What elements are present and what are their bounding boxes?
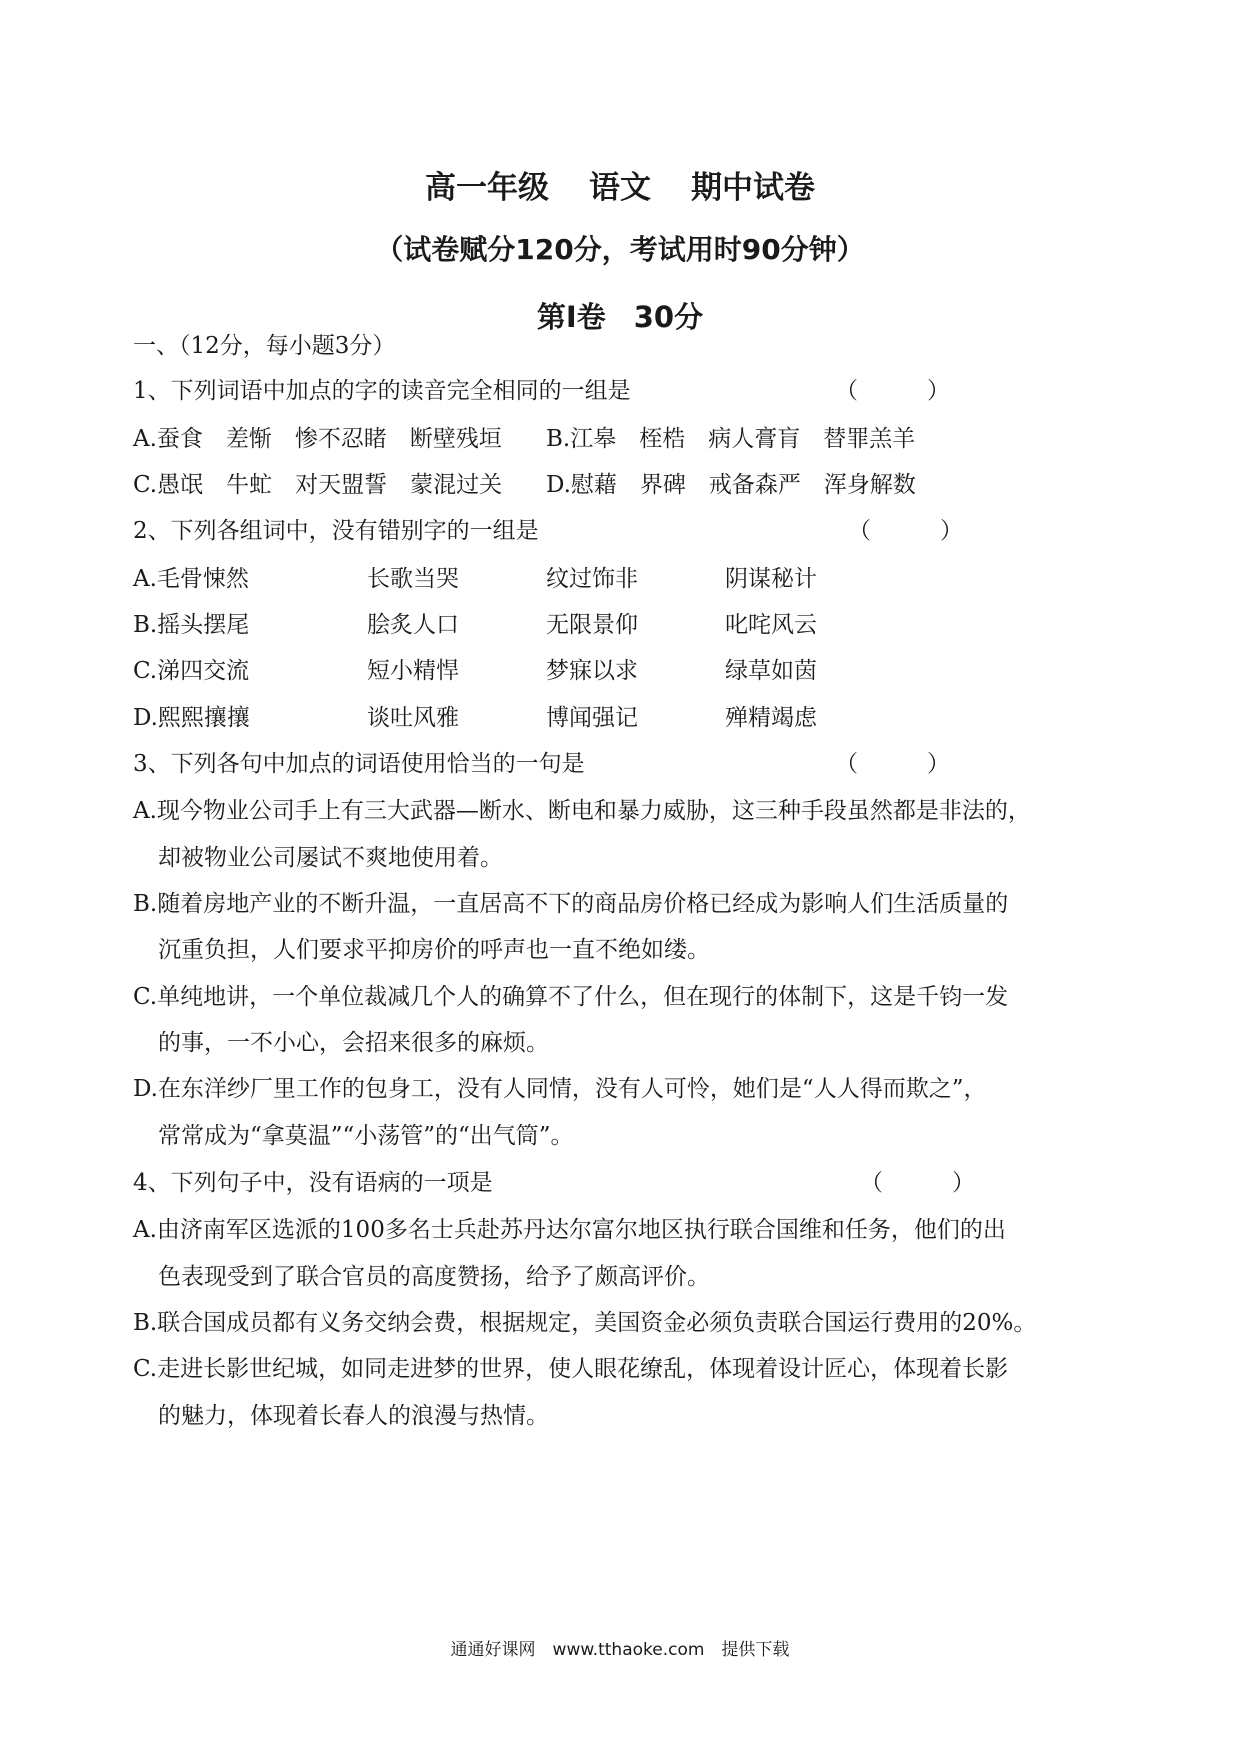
title-exam: 期中试卷 — [691, 170, 815, 206]
q3-option-a-line2: 却被物业公司屡试不爽地使用着。 — [158, 845, 503, 871]
q2-c-word-2: 短小精悍 — [367, 658, 459, 684]
q3-stem: 3、下列各句中加点的词语使用恰当的一句是 — [133, 751, 585, 777]
q3-option-c-line1: C.单纯地讲，一个单位裁减几个人的确算不了什么，但在现行的体制下，这是千钧一发 — [133, 984, 1009, 1010]
title-subject: 语文 — [589, 170, 651, 206]
q2-d-word-3: 博闻强记 — [546, 705, 638, 731]
q2-d-word-1: D.熙熙攘攘 — [133, 705, 250, 731]
q2-c-word-3: 梦寐以求 — [546, 658, 638, 684]
q2-b-word-3: 无限景仰 — [546, 612, 638, 638]
q3-option-a-line1: A.现今物业公司手上有三大武器—断水、断电和暴力威胁，这三种手段虽然都是非法的， — [133, 798, 1031, 824]
q2-d-word-4: 殚精竭虑 — [725, 705, 817, 731]
q2-d-word-2: 谈吐风雅 — [367, 705, 459, 731]
q1-option-a: A.蚕食 差惭 惨不忍睹 断壁残垣 — [133, 426, 502, 452]
q4-option-c-line1: C.走进长影世纪城，如同走进梦的世界，使人眼花缭乱，体现着设计匠心，体现着长影 — [133, 1356, 1009, 1382]
page-title — [0, 162, 1240, 207]
q4-stem: 4、下列句子中，没有语病的一项是 — [133, 1170, 493, 1196]
q2-b-word-4: 叱咤风云 — [725, 612, 817, 638]
q2-a-word-1: A.毛骨悚然 — [133, 566, 249, 592]
q3-option-c-line2: 的事，一不小心，会招来很多的麻烦。 — [158, 1030, 549, 1056]
q3-answer-blank: （ ） — [835, 751, 950, 777]
q2-answer-blank: （ ） — [848, 518, 963, 544]
q2-b-word-1: B.摇头摆尾 — [133, 612, 250, 638]
q3-option-d-line2: 常常成为“拿莫温”“小荡管”的“出气筒”。 — [158, 1123, 574, 1149]
q3-option-b-line2: 沉重负担，人们要求平抑房价的呼声也一直不绝如缕。 — [158, 937, 710, 963]
q2-c-word-4: 绿草如茵 — [725, 658, 817, 684]
q1-option-b: B.江皋 桎梏 病人膏肓 替罪羔羊 — [546, 426, 916, 452]
q1-stem: 1、下列词语中加点的字的读音完全相同的一组是 — [133, 378, 631, 404]
page-subtitle: （试卷赋分120分，考试用时90分钟） — [375, 233, 865, 266]
q2-c-word-1: C.涕四交流 — [133, 658, 250, 684]
section-heading: 一、（12分，每小题3分） — [133, 333, 396, 359]
volume-score: 30分 — [633, 300, 704, 334]
q3-option-b-line1: B.随着房地产业的不断升温，一直居高不下的商品房价格已经成为影响人们生活质量的 — [133, 891, 1009, 917]
q2-b-word-2: 脍炙人口 — [367, 612, 459, 638]
q2-stem: 2、下列各组词中，没有错别字的一组是 — [133, 518, 539, 544]
q1-option-d: D.慰藉 界碑 戒备森严 浑身解数 — [546, 472, 916, 498]
q3-option-d-line1: D.在东洋纱厂里工作的包身工，没有人同情，没有人可怜，她们是“人人得而欺之”， — [133, 1076, 987, 1102]
page-footer: 通通好课网 www.tthaoke.com 提供下载 — [450, 1640, 790, 1660]
q2-a-word-4: 阴谋秘计 — [725, 566, 817, 592]
q4-option-b-line1: B.联合国成员都有义务交纳会费，根据规定，美国资金必须负责联合国运行费用的20%。 — [133, 1310, 1037, 1336]
title-grade: 高一年级 — [425, 170, 549, 206]
q2-a-word-2: 长歌当哭 — [367, 566, 459, 592]
q1-answer-blank: （ ） — [835, 378, 950, 404]
volume-label: 第Ⅰ卷 — [536, 300, 606, 334]
q1-option-c: C.愚氓 牛虻 对天盟誓 蒙混过关 — [133, 472, 503, 498]
q4-option-c-line2: 的魅力，体现着长春人的浪漫与热情。 — [158, 1403, 549, 1429]
q4-option-a-line1: A.由济南军区选派的100多名士兵赴苏丹达尔富尔地区执行联合国维和任务，他们的出 — [133, 1217, 1006, 1243]
q4-answer-blank: （ ） — [860, 1170, 975, 1196]
q4-option-a-line2: 色表现受到了联合官员的高度赞扬，给予了颇高评价。 — [158, 1264, 710, 1290]
q2-a-word-3: 纹过饰非 — [546, 566, 638, 592]
